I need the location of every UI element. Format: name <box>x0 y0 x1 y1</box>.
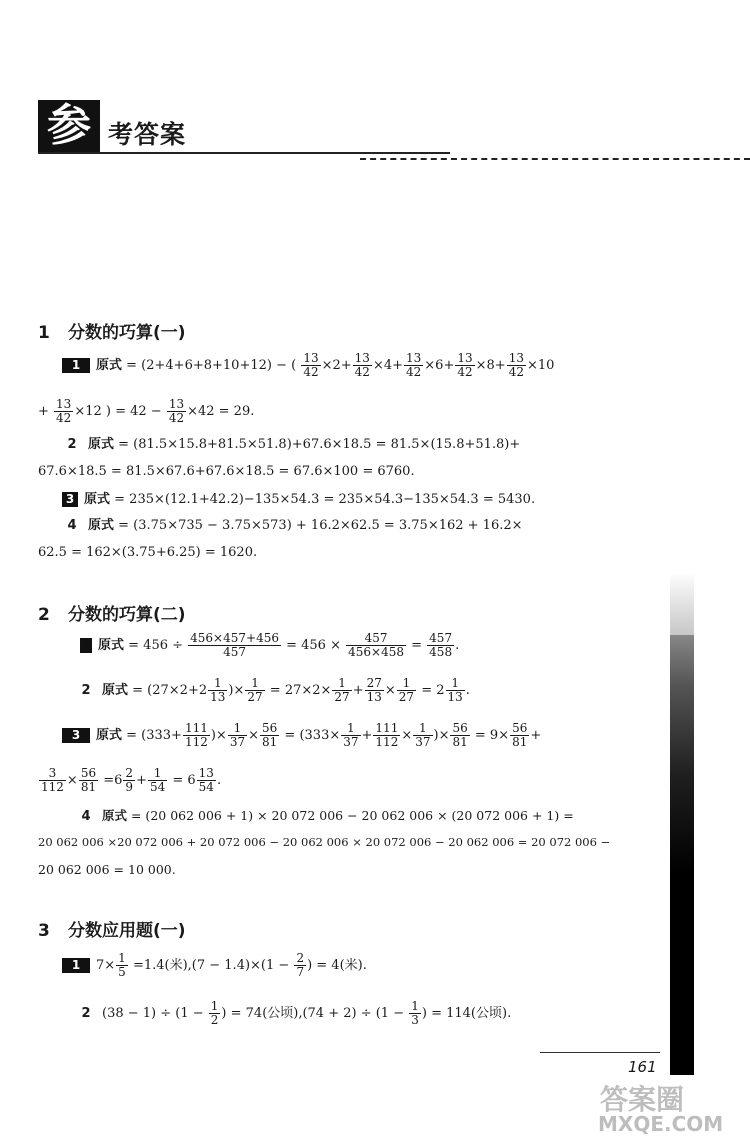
s1-problem-3-line-1 <box>62 492 535 507</box>
fraction: $\frac{56}{81}$ <box>512 721 528 749</box>
problem-tag: 1 <box>62 358 90 373</box>
section-title: 分数的巧算(二) <box>68 605 186 625</box>
expr-text: = (81.5×15.8+81.5×51.8)+67.6×18.5 = 81.5×(15.8+51.8)+ <box>114 437 521 452</box>
section-1-heading <box>38 318 186 343</box>
expr-text: . <box>216 773 222 788</box>
fraction: $\frac{1}{3}$ <box>411 999 419 1027</box>
fraction: $\frac{1}{37}$ <box>343 721 359 749</box>
expr-text: + <box>361 728 373 743</box>
fraction: $\frac{13}{54}$ <box>198 766 214 794</box>
expr-text: ×6+ <box>424 358 455 373</box>
expr-text: ) = 4(米). <box>307 958 367 973</box>
fraction: $\frac{13}{42}$ <box>406 351 422 379</box>
fraction: $\frac{1}{5}$ <box>118 951 126 979</box>
fraction: $\frac{1}{54}$ <box>149 766 166 794</box>
expr-text: 7× <box>96 958 116 973</box>
fraction: $\frac{1}{37}$ <box>229 721 246 749</box>
fraction: $\frac{3}{112}$ <box>41 766 64 794</box>
fraction: $\frac{13}{42}$ <box>168 397 185 425</box>
s1-problem-1-line-2 <box>38 398 254 425</box>
s2-problem-4-line-3 <box>38 864 176 877</box>
problem-tag: 2 <box>81 683 91 698</box>
yuanshi-label: 原式 <box>96 358 123 373</box>
section-number: 2 <box>38 605 50 625</box>
expr-text: 20 062 006 ×20 072 006 + 20 072 006 − 20 062 006 × 20 072 006 − 20 062 006 = 20 072 006 − <box>38 835 611 849</box>
expr-text: = 456 ÷ <box>124 638 188 653</box>
problem-tag: 1 <box>62 958 90 973</box>
expr-text: × <box>401 728 413 743</box>
expr-text: × <box>248 728 260 743</box>
expr-text: + <box>352 683 364 698</box>
fraction: $\frac{457}{456\times 458}$ <box>348 631 404 659</box>
fraction: $\frac{1}{13}$ <box>447 676 463 704</box>
expr-text: )× <box>228 683 245 698</box>
side-band <box>670 575 694 1075</box>
expr-text: = (27×2+2 <box>128 683 208 698</box>
fraction: $\frac{457}{458}$ <box>429 631 453 659</box>
section-number: 1 <box>38 323 50 343</box>
s1-problem-4-line-1 <box>62 519 523 532</box>
s1-problem-2-line-2 <box>38 465 415 478</box>
side-band-fade <box>670 575 694 635</box>
watermark-url: MXQE.COM <box>598 1112 724 1136</box>
yuanshi-label: 原式 <box>98 638 125 653</box>
section-2-heading <box>38 600 186 625</box>
expr-text: = (333+ <box>122 728 182 743</box>
expr-text: 67.6×18.5 = 81.5×67.6+67.6×18.5 = 67.6×100 = 6760. <box>38 464 415 479</box>
yuanshi-label: 原式 <box>102 683 129 698</box>
problem-tag: 3 <box>62 492 78 507</box>
watermark-logo: 答案圈 <box>600 1083 685 1116</box>
s3-problem-1-line-1 <box>62 952 367 979</box>
expr-text: (38 − 1) ÷ (1 − <box>102 1006 208 1021</box>
header-dashed-rule <box>360 158 750 160</box>
yuanshi-label: 原式 <box>84 492 111 507</box>
expr-text: ×42 = 29. <box>187 404 255 419</box>
problem-tag: 2 <box>81 1006 91 1021</box>
expr-text: + <box>38 404 54 419</box>
s1-problem-4-line-2 <box>38 546 257 559</box>
s2-problem-4-line-2 <box>38 837 610 849</box>
yuanshi-label: 原式 <box>102 808 128 823</box>
expr-text: = 235×(12.1+42.2)−135×54.3 = 235×54.3−135×54.3 = 5430. <box>110 492 536 507</box>
fraction: $\frac{13}{42}$ <box>56 397 72 425</box>
problem-tag: 3 <box>62 728 90 743</box>
s2-problem-4-line-1 <box>76 810 574 823</box>
fraction: $\frac{13}{42}$ <box>508 351 524 379</box>
expr-text: = (2+4+6+8+10+12) − ( <box>122 358 301 373</box>
header-rule <box>38 152 450 154</box>
expr-text: ×4+ <box>372 358 403 373</box>
s1-problem-2-line-1 <box>62 438 520 451</box>
expr-text: ×2+ <box>321 358 352 373</box>
s2-problem-3-line-2 <box>38 767 221 794</box>
problem-tag: 4 <box>67 518 77 533</box>
expr-text: = 6 <box>168 773 196 788</box>
expr-text: ) = 74(公顷),(74 + 2) ÷ (1 − <box>221 1006 409 1021</box>
expr-text: 20 062 006 = 10 000. <box>38 862 176 877</box>
yuanshi-label: 原式 <box>96 728 123 743</box>
fraction: $\frac{1}{2}$ <box>210 999 219 1027</box>
footer-rule <box>540 1052 660 1053</box>
fraction: $\frac{1}{27}$ <box>398 676 415 704</box>
fraction: $\frac{1}{27}$ <box>247 676 263 704</box>
expr-text: = (333× <box>280 728 341 743</box>
fraction: $\frac{111}{112}$ <box>184 721 208 749</box>
page-number: 161 <box>628 1058 657 1076</box>
s2-problem-3-line-1 <box>62 722 541 749</box>
expr-text: = 27×2× <box>265 683 332 698</box>
fraction: $\frac{27}{13}$ <box>366 676 382 704</box>
expr-text: = 456 × <box>281 638 346 653</box>
expr-text: = (20 062 006 + 1) × 20 072 006 − 20 062 006 × (20 072 006 + 1) = <box>127 808 574 823</box>
fraction: $\frac{2}{9}$ <box>125 766 134 794</box>
expr-text: )× <box>433 728 450 743</box>
s1-problem-1-line-1 <box>62 352 554 379</box>
expr-text: + <box>136 773 147 788</box>
expr-text: × <box>384 683 396 698</box>
section-title: 分数应用题(一) <box>68 921 186 941</box>
fraction: $\frac{56}{81}$ <box>452 721 468 749</box>
fraction: $\frac{13}{42}$ <box>303 351 319 379</box>
problem-tag: 4 <box>81 809 91 824</box>
header-title: 考答案 <box>108 120 187 149</box>
s2-problem-2-line-1 <box>76 677 470 704</box>
section-number: 3 <box>38 921 50 941</box>
expr-text: ×8+ <box>475 358 506 373</box>
section-title: 分数的巧算(一) <box>68 323 186 343</box>
expr-text: ) = 114(公顷). <box>421 1006 512 1021</box>
fraction: $\frac{56}{81}$ <box>262 721 278 749</box>
s3-problem-2-line-1 <box>76 1000 511 1027</box>
expr-text: ×10 <box>526 358 555 373</box>
expr-text: + <box>530 728 542 743</box>
fraction: $\frac{1}{27}$ <box>334 676 350 704</box>
expr-text: . <box>455 638 460 653</box>
yuanshi-label: 原式 <box>88 518 115 533</box>
fraction: $\frac{111}{112}$ <box>375 721 399 749</box>
s2-problem-1-line-1 <box>80 632 459 659</box>
expr-text: × <box>66 773 78 788</box>
fraction: $\frac{456\times 457+456}{457}$ <box>190 631 279 659</box>
expr-text: =1.4(米),(7 − 1.4)×(1 − <box>128 958 294 973</box>
fraction: $\frac{1}{13}$ <box>210 676 226 704</box>
expr-text: = (3.75×735 − 3.75×573) + 16.2×62.5 = 3.75×162 + 16.2× <box>114 518 523 533</box>
expr-text: = <box>407 638 427 653</box>
expr-text: )× <box>210 728 227 743</box>
expr-text: = 9× <box>470 728 510 743</box>
expr-text: 62.5 = 162×(3.75+6.25) = 1620. <box>38 545 258 560</box>
fraction: $\frac{13}{42}$ <box>354 351 370 379</box>
expr-text: =6 <box>99 773 123 788</box>
section-3-heading <box>38 916 186 941</box>
header-badge: 参 <box>38 100 100 152</box>
expr-text: = 2 <box>417 683 445 698</box>
problem-tag: 1 <box>81 638 91 652</box>
yuanshi-label: 原式 <box>88 437 115 452</box>
expr-text: ×12 ) = 42 − <box>74 404 166 419</box>
fraction: $\frac{1}{37}$ <box>415 721 431 749</box>
fraction: $\frac{2}{7}$ <box>296 951 305 979</box>
problem-tag: 2 <box>67 437 77 452</box>
fraction: $\frac{56}{81}$ <box>80 766 97 794</box>
expr-text: . <box>465 683 470 698</box>
fraction: $\frac{13}{42}$ <box>457 351 473 379</box>
